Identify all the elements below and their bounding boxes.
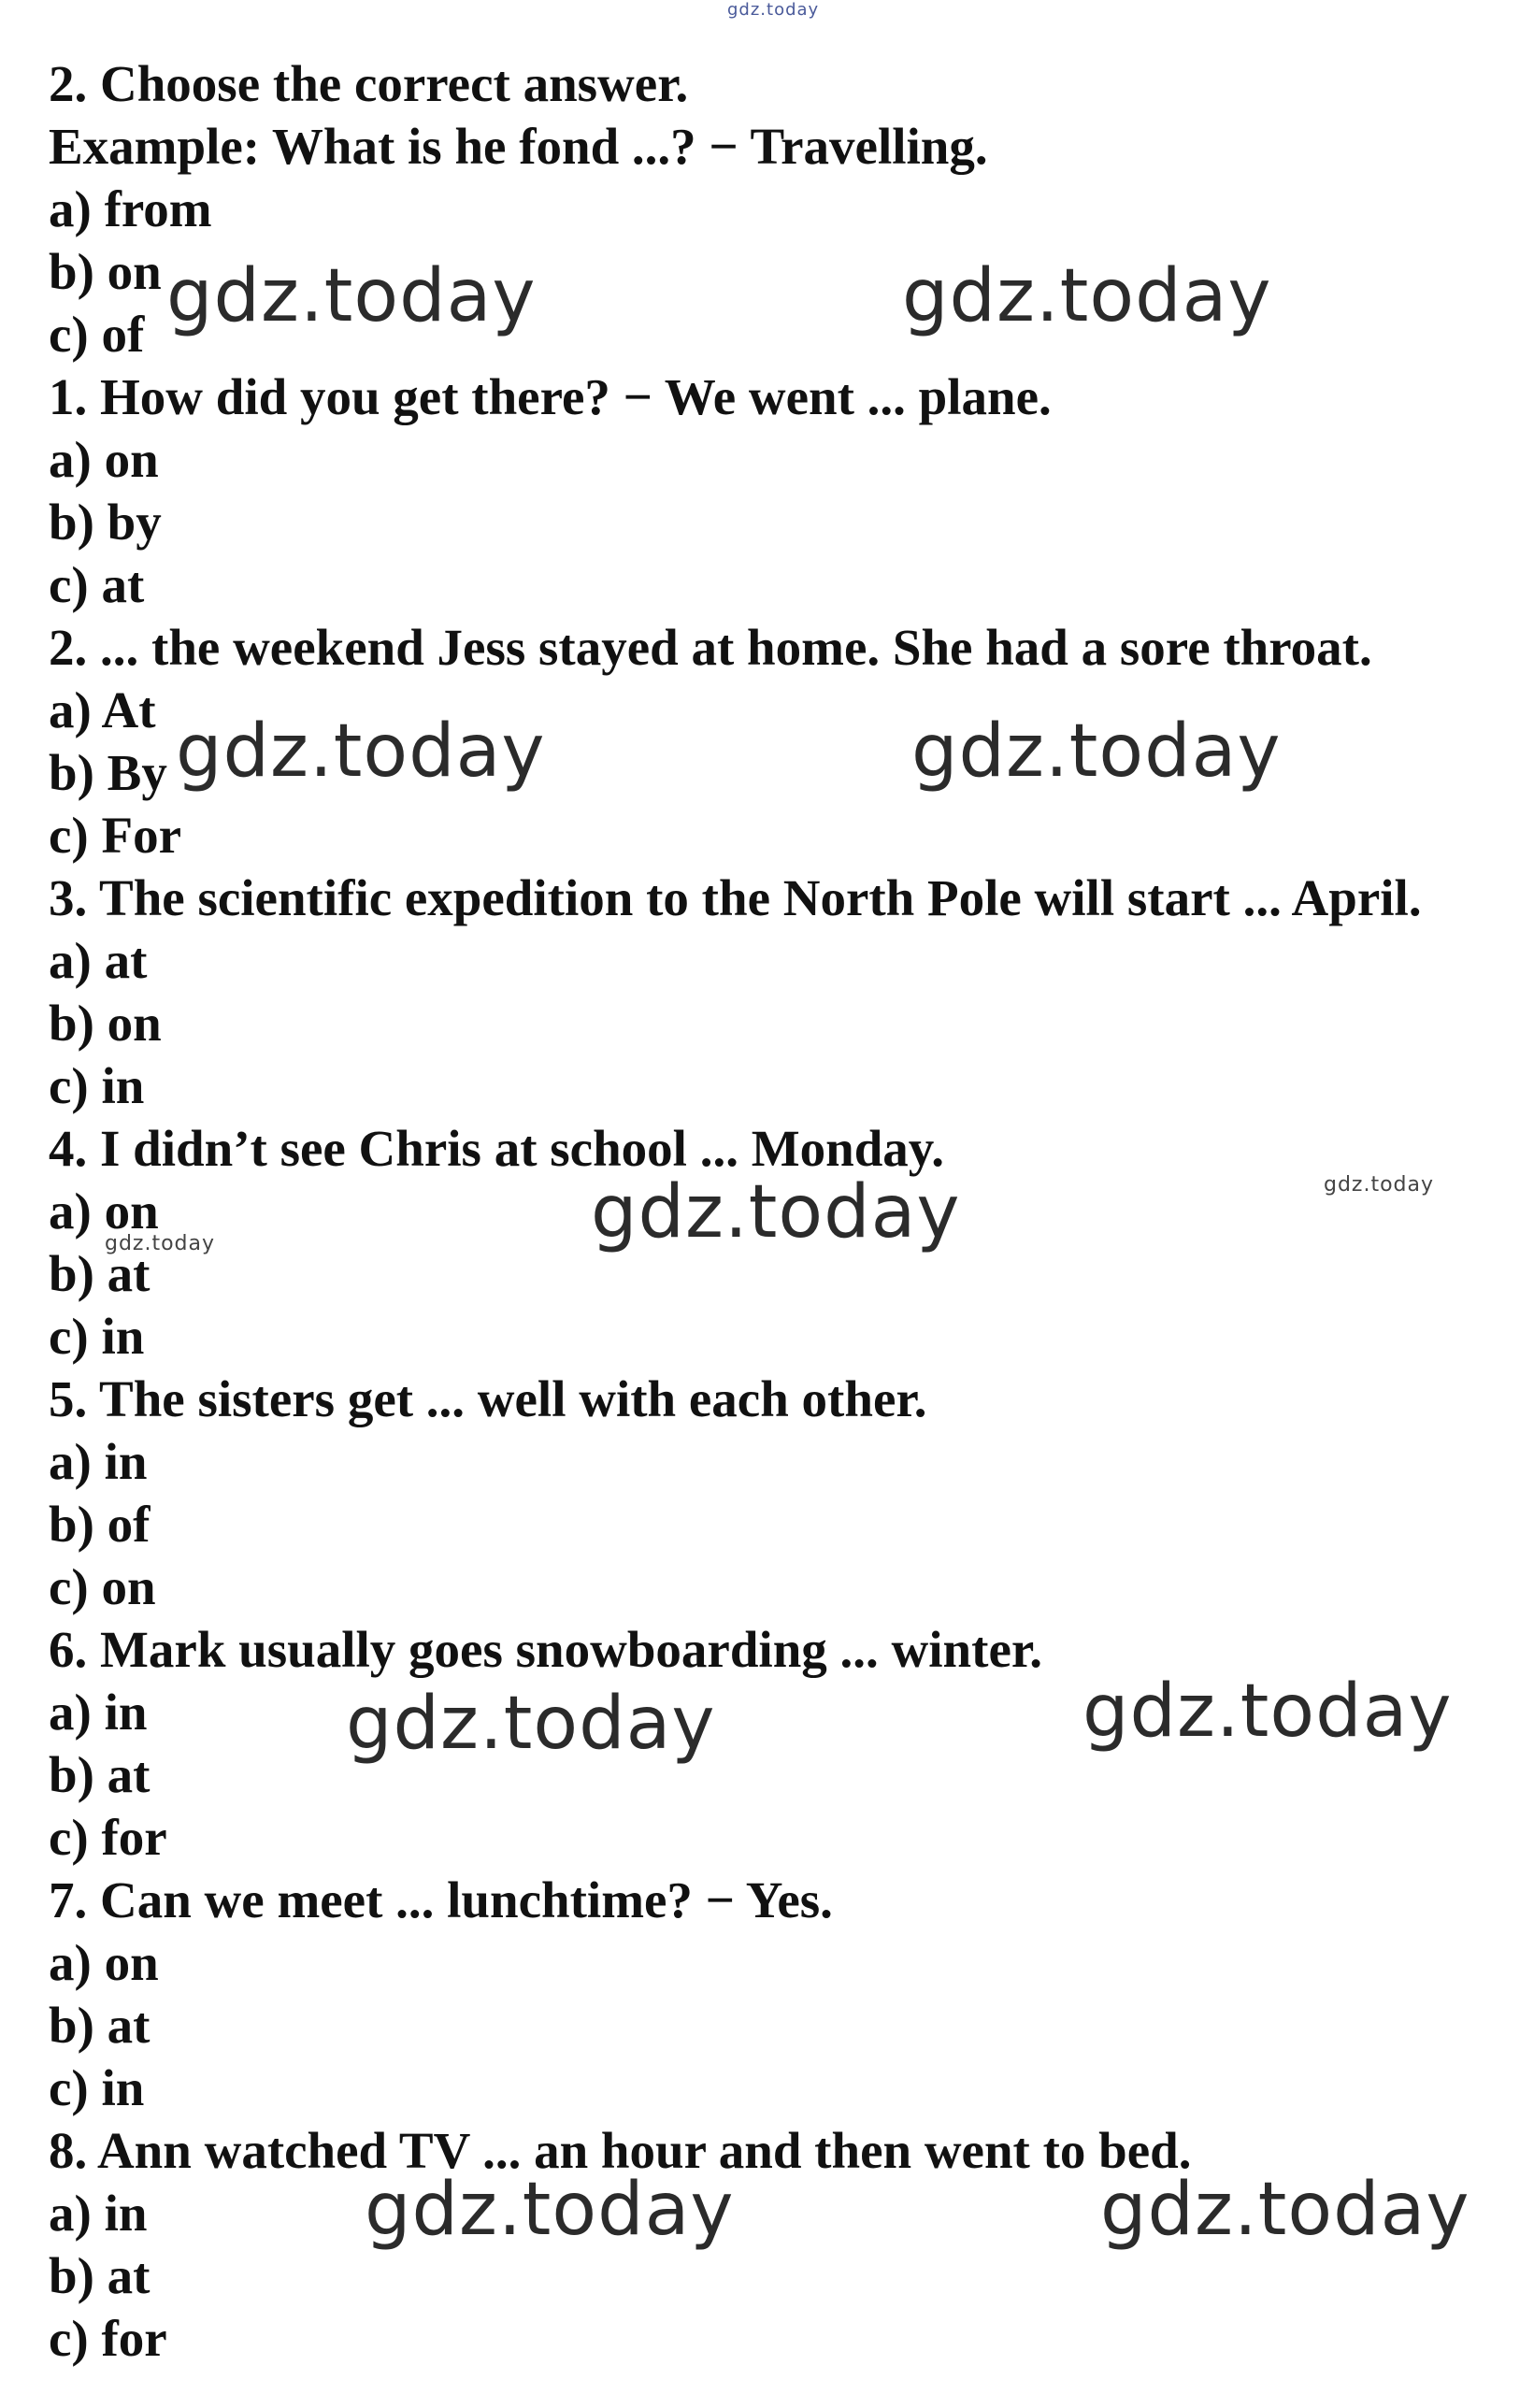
question-8-option-c: c) for — [49, 2310, 167, 2367]
watermark: gdz.today — [166, 254, 537, 338]
question-5-prompt: 5. The sisters get ... well with each other. — [49, 1370, 927, 1427]
question-1-option-b: b) by — [49, 494, 162, 551]
question-2-prompt: 2. ... the weekend Jess stayed at home. She had a sore throat. — [49, 619, 1372, 676]
question-1-option-c: c) at — [49, 556, 145, 613]
watermark: gdz.today — [1082, 1670, 1453, 1754]
watermark: gdz.today — [1100, 2168, 1470, 2252]
question-7-prompt: 7. Can we meet ... lunchtime? − Yes. — [49, 1871, 833, 1928]
question-7-option-b: b) at — [49, 1997, 151, 2054]
watermark: gdz.today — [902, 254, 1272, 338]
example-prompt: Example: What is he fond ...? − Travelling. — [49, 118, 988, 175]
question-7-option-c: c) in — [49, 2059, 145, 2116]
watermark-small: gdz.today — [105, 1232, 216, 1255]
question-8-option-b: b) at — [49, 2247, 151, 2304]
question-3-option-a: a) at — [49, 932, 148, 989]
question-4-option-a: a) on — [49, 1182, 159, 1240]
question-8-prompt: 8. Ann watched TV ... an hour and then went to bed. — [49, 2122, 1192, 2179]
question-2-option-a: a) At — [49, 681, 156, 738]
question-5-option-a: a) in — [49, 1433, 148, 1490]
question-2-option-b: b) By — [49, 744, 167, 801]
watermark: gdz.today — [176, 710, 546, 794]
example-option-b: b) on — [49, 243, 162, 300]
question-5-option-b: b) of — [49, 1496, 151, 1553]
question-3-option-c: c) in — [49, 1057, 145, 1114]
question-8-option-a: a) in — [49, 2185, 148, 2242]
question-4-option-c: c) in — [49, 1308, 145, 1365]
question-7-option-a: a) on — [49, 1934, 159, 1991]
exercise-heading: 2. Choose the correct answer. — [49, 55, 689, 112]
example-option-c: c) of — [49, 306, 145, 363]
question-6-option-c: c) for — [49, 1809, 167, 1866]
example-option-a: a) from — [49, 180, 212, 237]
watermark-small: gdz.today — [1324, 1173, 1435, 1197]
question-6-prompt: 6. Mark usually goes snowboarding ... winter. — [49, 1621, 1042, 1678]
watermark: gdz.today — [346, 1682, 716, 1766]
question-4-option-b: b) at — [49, 1245, 151, 1302]
question-4-prompt: 4. I didn’t see Chris at school ... Monday. — [49, 1120, 945, 1177]
question-3-option-b: b) on — [49, 995, 162, 1052]
question-3-prompt: 3. The scientific expedition to the North Pole will start ... April. — [49, 869, 1422, 926]
watermark: gdz.today — [591, 1170, 961, 1254]
question-6-option-a: a) in — [49, 1684, 148, 1741]
question-2-option-c: c) For — [49, 807, 181, 864]
watermark-top: gdz.today — [727, 0, 820, 20]
watermark: gdz.today — [911, 710, 1282, 794]
question-1-option-a: a) on — [49, 431, 159, 488]
watermark: gdz.today — [365, 2168, 735, 2252]
question-5-option-c: c) on — [49, 1558, 156, 1615]
question-1-prompt: 1. How did you get there? − We went ... plane. — [49, 368, 1052, 425]
question-6-option-b: b) at — [49, 1746, 151, 1803]
